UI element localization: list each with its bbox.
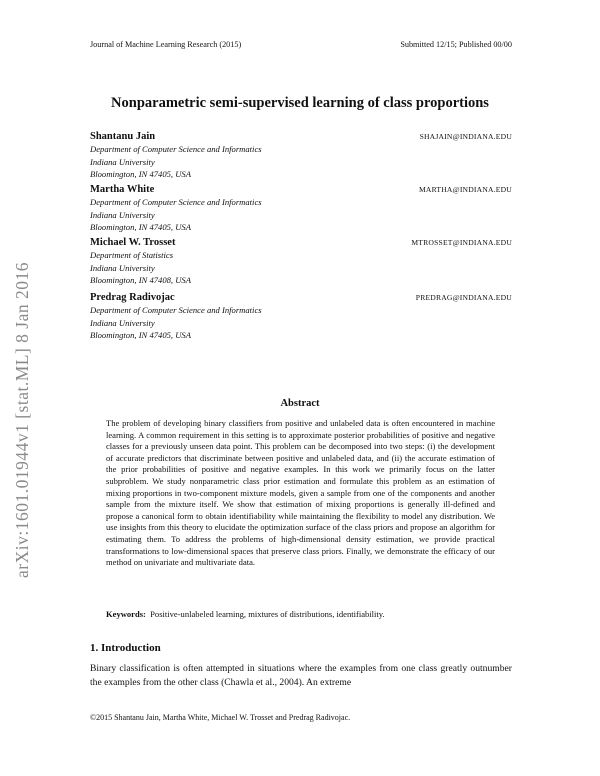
author-department: Department of Computer Science and Informatics	[90, 305, 262, 315]
copyright-notice: ©2015 Shantanu Jain, Martha White, Michael W. Trosset and Predrag Radivojac.	[90, 713, 351, 722]
author-institution: Indiana University	[90, 317, 155, 328]
section-heading-introduction: 1. Introduction	[90, 642, 161, 654]
author-department: Department of Statistics	[90, 250, 174, 260]
introduction-text: Binary classification is often attempted in situations where the examples from one class greatly outnumber the examples from the other class (Chawla et al., 2004). An extreme	[90, 663, 512, 688]
author-institution: Indiana University	[90, 156, 155, 167]
author-email: PREDRAG@INDIANA.EDU	[415, 293, 512, 302]
author-block-2	[90, 183, 512, 234]
author-name: Predrag Radivojac	[90, 292, 175, 303]
author-email: SHAJAIN@INDIANA.EDU	[419, 132, 512, 141]
keywords-line	[106, 609, 385, 619]
submission-info: Submitted 12/15; Published 00/00	[400, 40, 512, 49]
keywords-text: Positive-unlabeled learning, mixtures of distributions, identifiability.	[150, 609, 385, 619]
paper-title: Nonparametric semi-supervised learning of class proportions	[111, 95, 489, 111]
author-department: Department of Computer Science and Informatics	[90, 197, 262, 207]
journal-header: Journal of Machine Learning Research (2015)	[90, 40, 242, 49]
author-location: Bloomington, IN 47405, USA	[90, 222, 191, 232]
arxiv-stamp: arXiv:1601.01944v1 [stat.ML] 8 Jan 2016	[12, 262, 32, 578]
author-name: Michael W. Trosset	[90, 237, 176, 248]
author-block-4	[90, 291, 512, 342]
author-location: Bloomington, IN 47408, USA	[90, 275, 191, 285]
abstract-heading: Abstract	[280, 398, 320, 409]
author-location: Bloomington, IN 47405, USA	[90, 169, 191, 179]
author-institution: Indiana University	[90, 209, 155, 220]
author-block-3	[90, 236, 512, 287]
author-name: Martha White	[90, 184, 155, 195]
author-institution: Indiana University	[90, 262, 155, 273]
author-department: Department of Computer Science and Informatics	[90, 144, 262, 154]
abstract-text: The problem of developing binary classifiers from positive and unlabeled data is often encountered in machine learning. A common requirement in this setting is to approximate posterior probabilities of positive and negative classes for a previously unseen data point. This problem can be decomposed into two steps: (i) the development of accurate predictors that discriminate between positive and unlabeled data, and (ii) the accurate estimation of the prior probabilities of positive and negative examples. In this work we primarily focus on the latter subproblem. We study nonparametric class prior estimation and formulate this problem as an estimation of mixing proportions in two-component mixture models, given a sample from one of the components and another sample from the mixture itself. We show that estimation of mixing proportions is generally ill-defined and propose a canonical form to obtain identifiability while maintaining the flexibility to model any distribution. We use insights from this theory to elucidate the optimization surface of the class priors and propose an algorithm for estimating them. To address the problems of high-dimensional density estimation, we provide practical transformations to low-dimensional spaces that preserve class priors. Finally, we demonstrate the efficacy of our method on univariate and multivariate data.	[106, 418, 495, 568]
author-location: Bloomington, IN 47405, USA	[90, 330, 191, 340]
keywords-label: Keywords:	[106, 609, 146, 619]
author-email: MTROSSET@INDIANA.EDU	[411, 238, 512, 247]
author-name: Shantanu Jain	[90, 131, 156, 142]
author-block-1	[90, 130, 512, 181]
author-email: MARTHA@INDIANA.EDU	[418, 185, 512, 194]
